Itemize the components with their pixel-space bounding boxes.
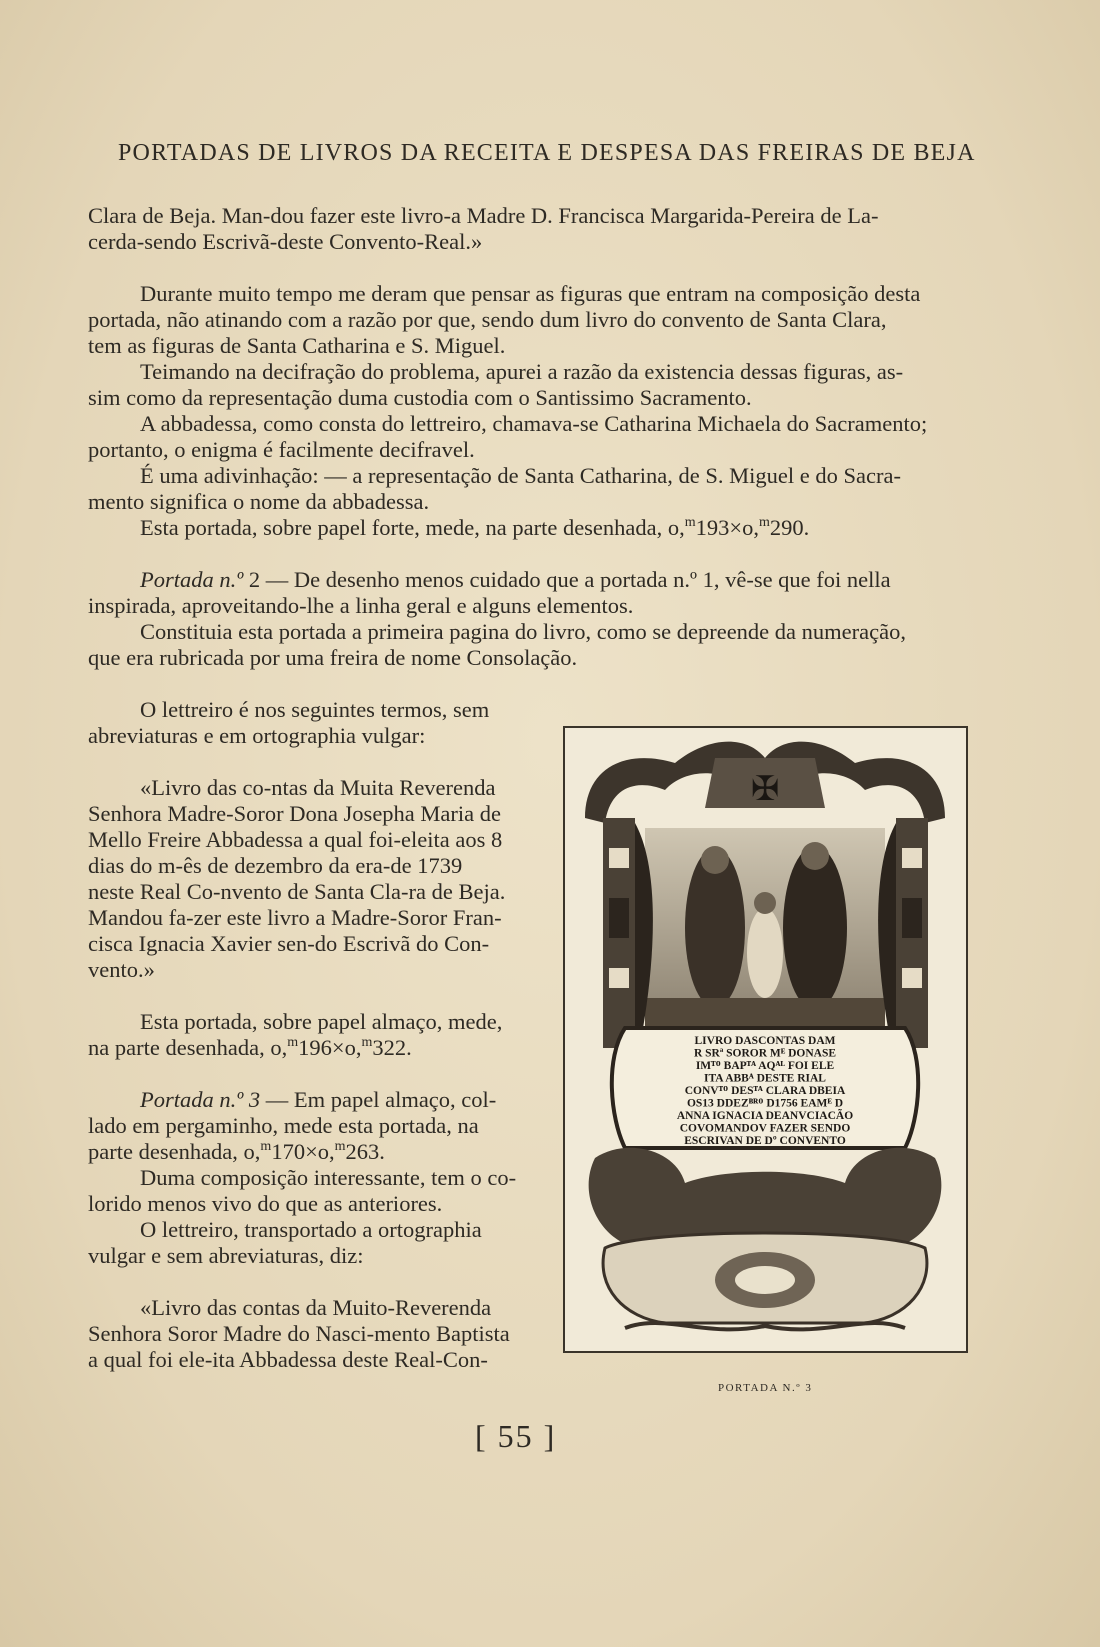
cartouche-line: IMᵀᴼ BAPᵀᴬ AQᴬᴸ FOI ELE xyxy=(695,1060,835,1072)
quote-line: Mandou fa-zer este livro a Madre-Soror Fran- xyxy=(88,905,502,930)
cartouche-line: OS13 DDEZᴮᴿᴼ D1756 EAMᴱ D xyxy=(686,1097,844,1110)
cartouche-line: ANNA IGNACIA DEANVCIACÃO xyxy=(676,1110,854,1122)
text-line xyxy=(88,1087,536,1113)
superscript: m xyxy=(361,1035,373,1050)
quote-line: cisca Ignacia Xavier sen-do Escrivã do Con- xyxy=(88,931,490,956)
quote-line: neste Real Co-nvento de Santa Cla-ra de Beja. xyxy=(88,879,506,904)
text-line: vulgar e sem abreviaturas, diz: xyxy=(88,1243,364,1268)
text-run: 170×o, xyxy=(271,1139,335,1164)
text-line: cerda-sendo Escrivã-deste Convento-Real.» xyxy=(88,229,483,254)
text-line: que era rubricada por uma freira de nome Consolação. xyxy=(88,645,578,670)
text-line: Constituia esta portada a primeira pagina do livro, como se depreende da numeração, xyxy=(140,619,906,644)
portada-label: Portada n.º 3 xyxy=(140,1087,261,1112)
superscript: m xyxy=(260,1139,272,1154)
running-head: PORTADAS DE LIVROS DA RECEITA E DESPESA DAS FREIRAS DE BEJA xyxy=(118,140,976,166)
quote-line: Senhora Soror Madre do Nasci-mento Baptista xyxy=(88,1321,510,1346)
text-line: mento significa o nome da abbadessa. xyxy=(88,489,430,514)
full-width-text xyxy=(88,203,978,671)
cartouche-line: COVOMANDOV FAZER SENDO xyxy=(679,1122,851,1135)
text-run: 196×o, xyxy=(298,1035,362,1060)
superscript: m xyxy=(287,1035,299,1050)
text-line: portada, não atinando com a razão por que, sendo dum livro do convento de Santa Clara, xyxy=(88,307,887,332)
text-line: tem as figuras de Santa Catharina e S. Miguel. xyxy=(88,333,506,358)
quote-line: vento.» xyxy=(88,957,155,982)
cartouche-line: R SRª SOROR Mᴱ DONASE xyxy=(693,1047,837,1060)
text-line: O lettreiro é nos seguintes termos, sem xyxy=(140,697,490,722)
text-line: portanto, o enigma é facilmente decifravel. xyxy=(88,437,475,462)
maltese-cross-icon: ✠ xyxy=(750,769,780,809)
text-line xyxy=(88,515,978,541)
text-line: É uma adivinhação: — a representação de Santa Catharina, de S. Miguel e do Sacra- xyxy=(140,463,901,488)
text-line: Clara de Beja. Man-dou fazer este livro-a Madre D. Francisca Margarida-Pereira de La- xyxy=(88,203,879,228)
superscript: m xyxy=(334,1139,346,1154)
cartouche-line: ESCRIVAN DE Dº CONVENTO xyxy=(684,1135,846,1147)
quote-line: «Livro das co-ntas da Muita Reverenda xyxy=(140,775,496,800)
superscript: m xyxy=(759,515,770,530)
text-run: 322. xyxy=(372,1035,412,1060)
cartouche-line: LIVRO DASCONTAS DAM xyxy=(694,1035,836,1047)
text-line: Duma composição interessante, tem o co- xyxy=(140,1165,517,1190)
text-line: inspirada, aproveitando-lhe a linha geral e alguns elementos. xyxy=(88,593,634,618)
text-line: Durante muito tempo me deram que pensar as figuras que entram na composição desta xyxy=(140,281,921,306)
text-run: 290. xyxy=(769,515,810,540)
text-line: sim como da representação duma custodia com o Santissimo Sacramento. xyxy=(88,385,752,410)
quote-line: «Livro das contas da Muito-Reverenda xyxy=(140,1295,492,1320)
text-run: — Em papel almaço, col- xyxy=(260,1087,497,1112)
quote-line: a qual foi ele-ita Abbadessa deste Real-Con- xyxy=(88,1347,488,1372)
text-run: 193×o, xyxy=(695,515,759,540)
text-line xyxy=(88,1035,536,1061)
text-line: Teimando na decifração do problema, apurei a razão da existencia dessas figuras, as- xyxy=(140,359,904,384)
text-run: na parte desenhada, o, xyxy=(88,1035,288,1060)
text-line: lado em pergaminho, mede esta portada, na xyxy=(88,1113,479,1138)
text-line xyxy=(88,567,978,593)
text-line: O lettreiro, transportado a ortographia xyxy=(140,1217,482,1242)
text-line xyxy=(88,1139,536,1165)
text-line: A abbadessa, como consta do lettreiro, chamava-se Catharina Michaela do Sacramento; xyxy=(140,411,928,436)
text-run: 263. xyxy=(345,1139,385,1164)
text-run: Esta portada, sobre papel forte, mede, na parte desenhada, o, xyxy=(140,515,685,540)
cartouche-line: CONVᵀᴼ DESᵀᴬ CLARA DBEIA xyxy=(684,1085,846,1097)
engraving-image xyxy=(565,728,966,1351)
quote-line: Senhora Madre-Soror Dona Josepha Maria de xyxy=(88,801,501,826)
superscript: m xyxy=(684,515,696,530)
text-run: 2 — De desenho menos cuidado que a portada n.º 1, vê-se que foi nella xyxy=(243,567,891,592)
text-line: Esta portada, sobre papel almaço, mede, xyxy=(140,1009,503,1034)
plate-caption: PORTADA N.º 3 xyxy=(718,1382,813,1394)
portada-illustration xyxy=(563,726,968,1353)
portada-label: Portada n.º xyxy=(140,567,244,592)
quote-line: Mello Freire Abbadessa a qual foi-eleita aos 8 xyxy=(88,827,503,852)
quote-line: dias do m-ês de dezembro da era-de 1739 xyxy=(88,853,463,878)
text-line: abreviaturas e em ortographia vulgar: xyxy=(88,723,426,748)
page-number: [ 55 ] xyxy=(475,1418,557,1454)
text-line: lorido menos vivo do que as anteriores. xyxy=(88,1191,443,1216)
left-column xyxy=(88,697,536,1373)
cartouche-line: ITA ABBᴬ DESTE RIAL xyxy=(704,1072,826,1085)
text-run: parte desenhada, o, xyxy=(88,1139,261,1164)
